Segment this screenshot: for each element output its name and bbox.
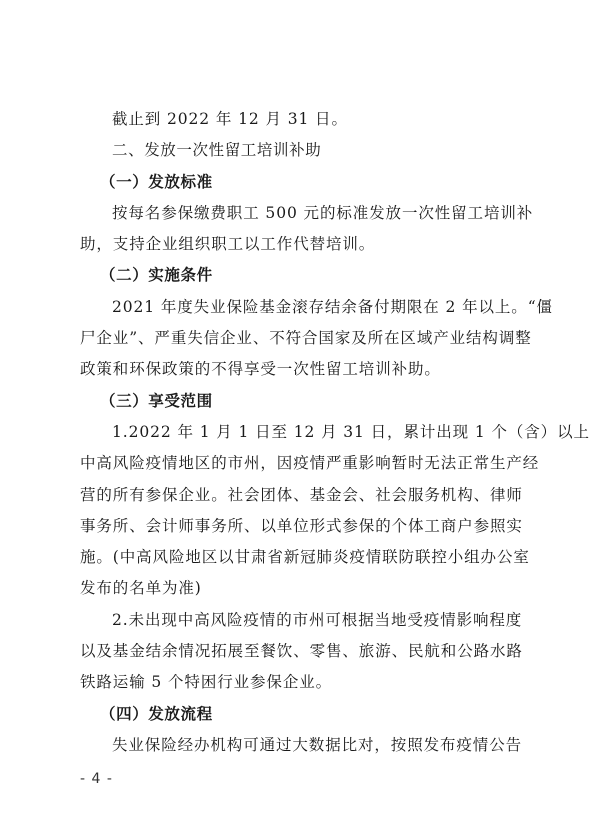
- subsection-heading: （三）享受范围: [100, 391, 213, 410]
- paragraph-line: 尸企业”、严重失信企业、不符合国家及所在区域产业结构调整: [80, 329, 532, 348]
- subsection-heading: （二）实施条件: [100, 266, 213, 285]
- paragraph-line: 2021 年度失业保险基金滚存结余备付期限在 2 年以上。“僵: [112, 297, 553, 316]
- page-number: - 4 -: [80, 771, 113, 787]
- paragraph-line: 中高风险疫情地区的市州，因疫情严重影响暂时无法正常生产经: [80, 454, 540, 473]
- document-body: [80, 104, 590, 761]
- paragraph-line: 事务所、会计师事务所、以单位形式参保的个体工商户参照实: [80, 516, 523, 535]
- paragraph-line: 2.未出现中高风险疫情的市州可根据当地受疫情影响程度: [112, 610, 523, 629]
- paragraph-line: 1.2022 年 1 月 1 日至 12 月 31 日，累计出现 1 个（含）以上: [112, 422, 590, 441]
- paragraph-line: 失业保险经办机构可通过大数据比对，按照发布疫情公告: [112, 735, 523, 754]
- paragraph-line: 营的所有参保企业。社会团体、基金会、社会服务机构、律师: [80, 485, 523, 504]
- paragraph-line: 以及基金结余情况拓展至餐饮、零售、旅游、民航和公路水路: [80, 642, 523, 661]
- subsection-heading: （一）发放标准: [100, 172, 213, 191]
- paragraph-line: 助，支持企业组织职工以工作代替培训。: [80, 235, 376, 254]
- paragraph-line: 施。(中高风险地区以甘肃省新冠肺炎疫情联防联控小组办公室: [80, 548, 530, 567]
- paragraph-line: 政策和环保政策的不得享受一次性留工培训补助。: [80, 360, 441, 379]
- paragraph-line: 铁路运输 5 个特困行业参保企业。: [80, 673, 333, 692]
- paragraph-line: 截止到 2022 年 12 月 31 日。: [112, 110, 348, 128]
- subsection-heading: （四）发放流程: [100, 704, 213, 723]
- section-heading: 二、发放一次性留工培训补助: [112, 141, 322, 160]
- paragraph-line: 发布的名单为准): [80, 579, 202, 598]
- paragraph-line: 按每名参保缴费职工 500 元的标准发放一次性留工培训补: [112, 203, 534, 222]
